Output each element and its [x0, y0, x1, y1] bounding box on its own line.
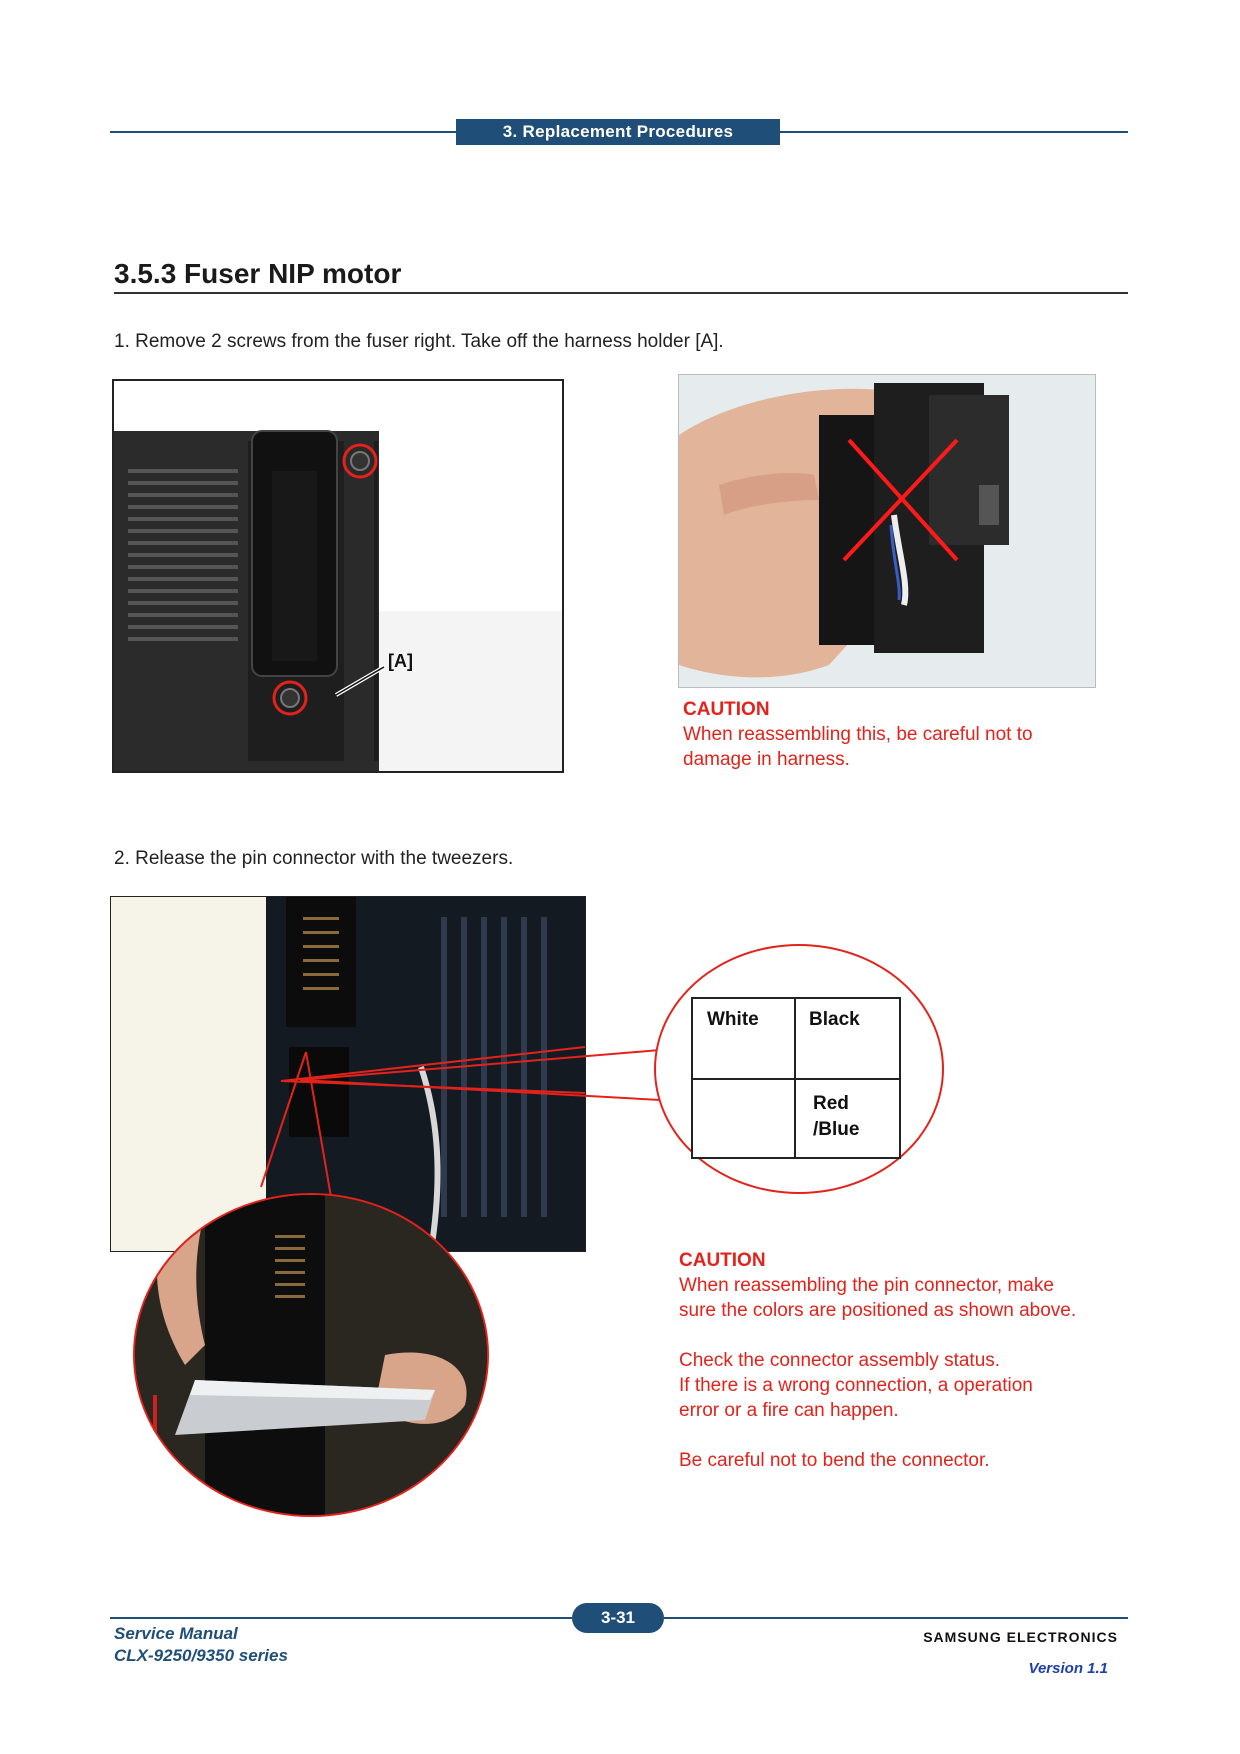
header-rule-right	[780, 131, 1128, 133]
caution-line: Check the connector assembly status.	[679, 1350, 1001, 1371]
step-1-instruction: 1. Remove 2 screws from the fuser right. Take off the harness holder [A].	[114, 331, 724, 352]
caution-heading-2: CAUTION	[679, 1250, 766, 1271]
header-rule-left	[110, 131, 456, 133]
page-number: 3-31	[572, 1603, 664, 1633]
caution-note-2	[679, 1248, 1076, 1473]
caution-line	[679, 1423, 1076, 1448]
caution-line: When reassembling the pin connector, make	[679, 1275, 1054, 1296]
table-divider-horizontal	[693, 1078, 899, 1080]
footer-version: Version 1.1	[1028, 1660, 1108, 1677]
table-cell-white: White	[707, 1009, 759, 1030]
caution-line	[679, 1323, 1076, 1348]
fuser-screws-photo	[112, 379, 564, 773]
caution-line: damage in harness.	[683, 749, 850, 770]
harness-holder-photo	[678, 374, 1096, 688]
step-2-instruction: 2. Release the pin connector with the tweezers.	[114, 848, 514, 869]
page-title: 3.5.3 Fuser NIP motor	[114, 258, 402, 289]
section-header: 3. Replacement Procedures	[456, 119, 780, 145]
table-cell-red-blue: Red /Blue	[813, 1093, 860, 1140]
caution-heading-1: CAUTION	[683, 699, 770, 720]
connector-color-table	[691, 997, 901, 1159]
caution-line: sure the colors are positioned as shown above.	[679, 1300, 1077, 1321]
caution-note-1	[683, 697, 1033, 772]
tweezers-closeup-photo	[133, 1193, 489, 1517]
caution-line: When reassembling this, be careful not to	[683, 724, 1033, 745]
footer-model: CLX-9250/9350 series	[114, 1646, 288, 1665]
connector-pointer-lines	[280, 1040, 680, 1110]
footer-manual-title: Service Manual	[114, 1624, 238, 1643]
footer-rule-left	[110, 1617, 572, 1619]
caution-line: Be careful not to bend the connector.	[679, 1450, 990, 1471]
caution-line: If there is a wrong connection, a operation	[679, 1375, 1033, 1396]
footer-rule-right	[664, 1617, 1128, 1619]
footer-manual	[114, 1623, 288, 1667]
caution-line: error or a fire can happen.	[679, 1400, 899, 1421]
title-underline	[114, 292, 1128, 294]
footer-brand: SAMSUNG ELECTRONICS	[923, 1629, 1118, 1645]
callout-label-a: [A]	[388, 651, 413, 671]
table-cell-black: Black	[809, 1009, 860, 1030]
